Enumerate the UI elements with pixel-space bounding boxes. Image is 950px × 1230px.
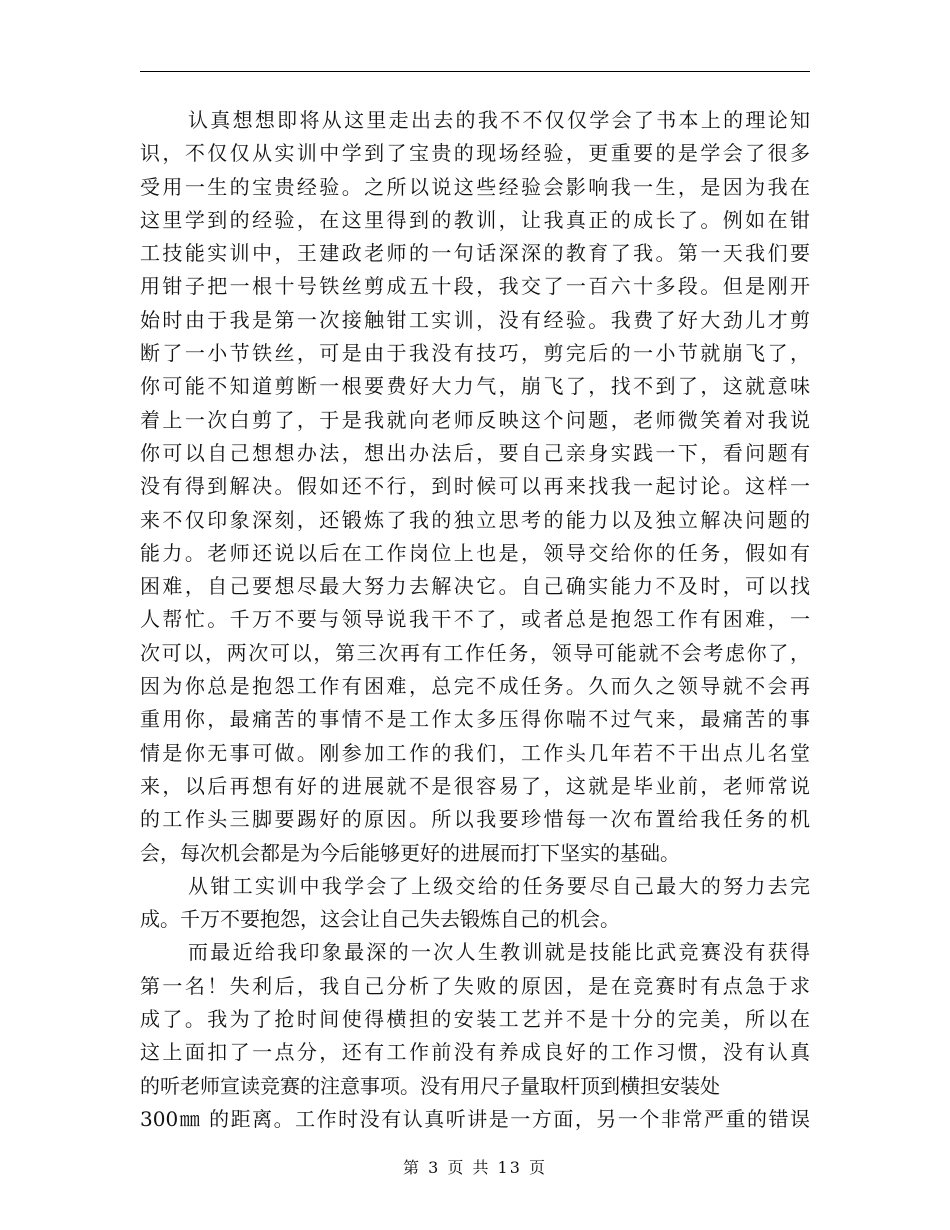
text-line: 300㎜ 的距离。工作时没有认真听讲是一方面，另一个非常严重的错误 [140, 1106, 810, 1131]
text-line: 着上一次白剪了，于是我就向老师反映这个问题，老师微笑着对我说 [140, 407, 810, 432]
text-line: 而最近给我印象最深的一次人生教训就是技能比武竞赛没有获得 [188, 940, 810, 965]
text-line: 第一名！失利后，我自己分析了失败的原因，是在竞赛时有点急于求 [140, 973, 810, 998]
text-line: 断了一小节铁丝，可是由于我没有技巧，剪完后的一小节就崩飞了， [140, 341, 810, 366]
text-line: 情是你无事可做。刚参加工作的我们，工作头几年若不干出点儿名堂 [140, 740, 810, 765]
text-line: 困难，自己要想尽最大努力去解决它。自己确实能力不及时，可以找 [140, 574, 810, 599]
text-line: 识，不仅仅从实训中学到了宝贵的现场经验，更重要的是学会了很多 [140, 141, 810, 166]
body-text [140, 104, 810, 1136]
text-line: 次可以，两次可以，第三次再有工作任务，领导可能就不会考虑你了， [140, 640, 810, 665]
text-line: 用钳子把一根十号铁丝剪成五十段，我交了一百六十多段。但是刚开 [140, 274, 810, 299]
text-line: 重用你，最痛苦的事情不是工作太多压得你喘不过气来，最痛苦的事 [140, 707, 810, 732]
text-line: 这上面扣了一点分，还有工作前没有养成良好的工作习惯，没有认真 [140, 1040, 810, 1065]
text-line: 成了。我为了抢时间使得横担的安装工艺并不是十分的完美，所以在 [140, 1007, 810, 1032]
text-line: 会，每次机会都是为今后能够更好的进展而打下坚实的基础。 [140, 840, 680, 865]
text-line: 你可以自己想想办法，想出办法后，要自己亲身实践一下，看问题有 [140, 440, 810, 465]
text-line: 从钳工实训中我学会了上级交给的任务要尽自己最大的努力去完 [188, 873, 810, 898]
text-line: 工技能实训中，王建政老师的一句话深深的教育了我。第一天我们要 [140, 241, 810, 266]
text-line: 成。千万不要抱怨，这会让自己失去锻炼自己的机会。 [140, 907, 620, 932]
text-line: 能力。老师还说以后在工作岗位上也是，领导交给你的任务，假如有 [140, 540, 810, 565]
text-line: 来，以后再想有好的进展就不是很容易了，这就是毕业前，老师常说 [140, 773, 810, 798]
text-line: 没有得到解决。假如还不行，到时候可以再来找我一起讨论。这样一 [140, 474, 810, 499]
text-line: 的工作头三脚要踢好的原因。所以我要珍惜每一次布置给我任务的机 [140, 807, 810, 832]
header-rule [140, 71, 810, 72]
text-line: 来不仅印象深刻，还锻炼了我的独立思考的能力以及独立解决问题的 [140, 507, 810, 532]
text-line: 始时由于我是第一次接触钳工实训，没有经验。我费了好大劲儿才剪 [140, 307, 810, 332]
text-line: 因为你总是抱怨工作有困难，总完不成任务。久而久之领导就不会再 [140, 674, 810, 699]
text-line: 人帮忙。千万不要与领导说我干不了，或者总是抱怨工作有困难，一 [140, 607, 810, 632]
page-footer: 第 3 页 共 13 页 [403, 1158, 547, 1177]
text-line: 受用一生的宝贵经验。之所以说这些经验会影响我一生，是因为我在 [140, 174, 810, 199]
text-line: 你可能不知道剪断一根要费好大力气，崩飞了，找不到了，这就意味 [140, 374, 810, 399]
text-line: 这里学到的经验，在这里得到的教训，让我真正的成长了。例如在钳 [140, 207, 810, 232]
text-line: 认真想想即将从这里走出去的我不不仅仅学会了书本上的理论知 [188, 108, 810, 132]
text-line: 的听老师宣读竞赛的注意事项。没有用尺子量取杆顶到横担安装处 [140, 1073, 720, 1098]
